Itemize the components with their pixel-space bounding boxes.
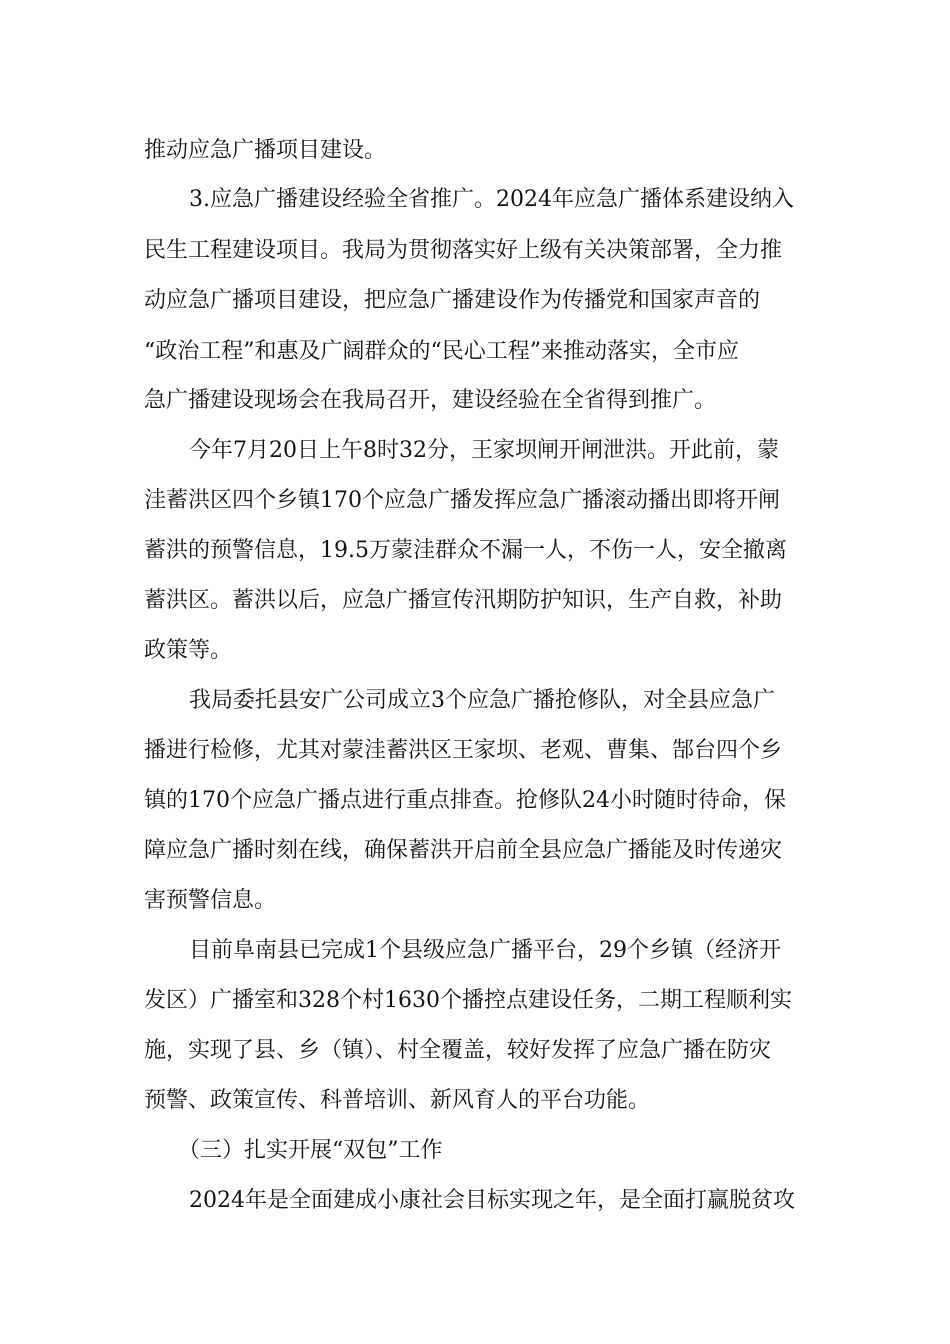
line-text: 蓄洪区。蓄洪以后，应急广播宣传汛期防护知识，生产自救，补助 [144, 588, 783, 613]
line-text: 动应急广播项目建设，把应急广播建设作为传播党和国家声音的 [144, 288, 761, 313]
line-text: 目前阜南县已完成1个县级应急广播平台，29个乡镇（经济开 [189, 938, 781, 963]
line-text: 民生工程建设项目。我局为贯彻落实好上级有关决策部署，全力推 [144, 238, 783, 263]
line-text: 我局委托县安广公司成立3个应急广播抢修队，对全县应急广 [189, 688, 775, 713]
line-text: 政策等。 [144, 638, 233, 663]
text-line [0, 171, 950, 229]
line-text: 蓄洪的预警信息，19.5万蒙洼群众不漏一人，不伤一人，安全撤离 [144, 538, 787, 563]
line-text: 洼蓄洪区四个乡镇170个应急广播发挥应急广播滚动播出即将开闸 [144, 488, 780, 513]
line-text: 预警、政策宣传、科普培训、新风育人的平台功能。 [144, 1088, 651, 1113]
line-text: 今年7月20日上午8时32分，王家坝闸开闸泄洪。开此前，蒙 [189, 438, 779, 463]
line-text: 2024年是全面建成小康社会目标实现之年，是全面打赢脱贫攻 [189, 1188, 795, 1213]
line-text: 发区）广播室和328个村1630个播控点建设任务，二期工程顺利实 [144, 988, 792, 1013]
text-line [0, 1172, 950, 1230]
line-text: 急广播建设现场会在我局召开，建设经验在全省得到推广。 [144, 388, 717, 413]
line-text: “政治工程”和惠及广阔群众的“民心工程”来推动落实，全市应 [144, 339, 739, 364]
line-text: 障应急广播时刻在线，确保蓄洪开启前全县应急广播能及时传递灾 [144, 838, 783, 863]
line-text: 3.应急广播建设经验全省推广。2024年应急广播体系建设纳入 [189, 187, 794, 212]
line-text: 害预警信息。 [144, 888, 277, 913]
line-text: 镇的170个应急广播点进行重点排查。抢修队24小时随时待命，保 [144, 788, 786, 813]
line-text: 推动应急广播项目建设。 [144, 138, 387, 163]
line-text: 施，实现了县、乡（镇）、村全覆盖，较好发挥了应急广播在防灾 [144, 1038, 772, 1063]
section-heading-text: （三）扎实开展“双包”工作 [178, 1138, 443, 1163]
text-line [0, 272, 950, 330]
line-text: 播进行检修，尤其对蒙洼蓄洪区王家坝、老观、曹集、郜台四个乡 [144, 738, 783, 763]
